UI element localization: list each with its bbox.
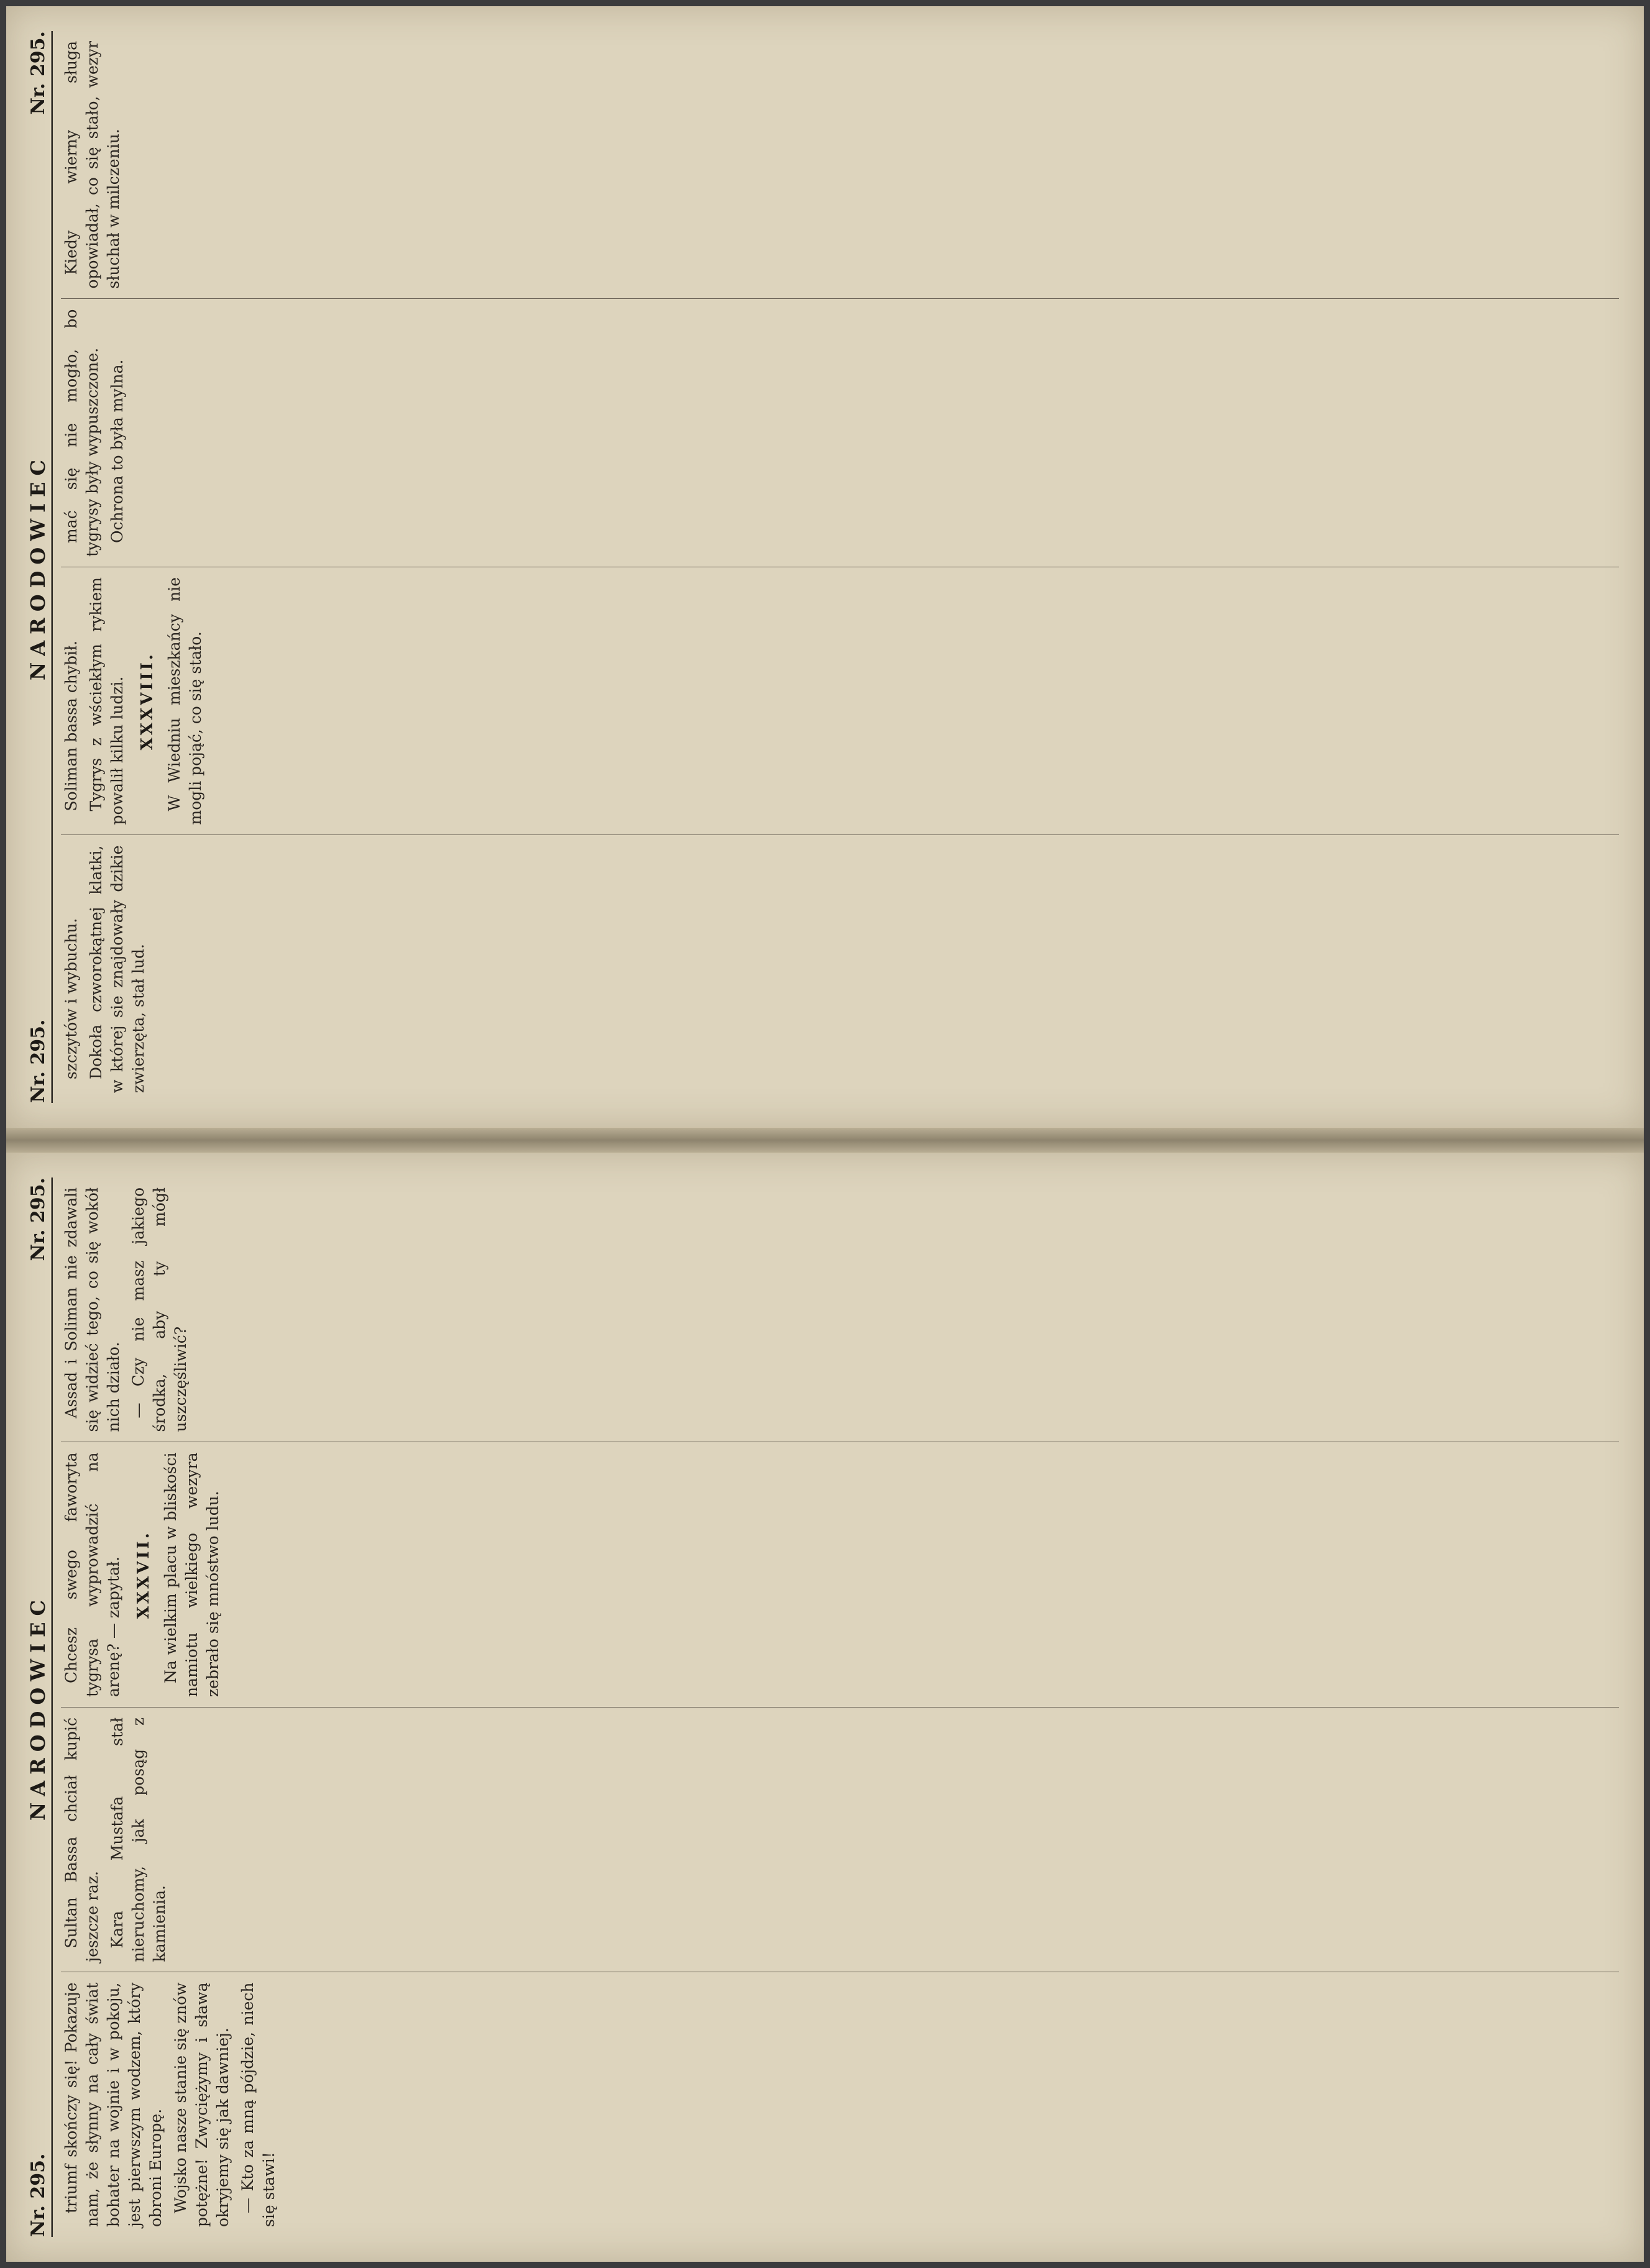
issue-number: Nr. 295.	[27, 1177, 49, 1261]
paragraph: mać się nie mogło, bo tygrysy były wypuszczone.	[62, 309, 101, 557]
page-header	[24, 1177, 53, 2237]
paragraph: Tygrys z wściekłym rykiem powalił kilku ludzi.	[87, 577, 126, 825]
paragraph: Dokoła czworokątnej klatki, w której sie znajdowały dzikie zwierzęta, stał lud.	[87, 845, 147, 1093]
paragraph: szczytów i wybuchu.	[62, 918, 80, 1079]
issue-number: Nr. 295.	[27, 2153, 49, 2237]
paragraph: — Czy nie masz jakiego środka, aby ty mógł uszczęśliwić?	[129, 1187, 190, 1432]
left-page	[6, 1153, 1644, 2262]
text-column	[61, 31, 1619, 299]
paragraph: Wojsko nasze stanie się znów potężne! Zwyciężymy i sławą okryjemy się jak dawniej.	[172, 1982, 232, 2227]
paragraph: triumf skończy się! Pokazuje nam, że słynny na cały świat bohater na wojnie i w pokoju, jest pierwszym wodzem, który obroni Europę.	[62, 1982, 165, 2227]
paragraph: Ochrona to była mylna.	[108, 359, 126, 543]
paragraph: Assad i Soliman nie zdawali się widzieć tego, co się wokół nich działo.	[62, 1187, 122, 1432]
newspaper-title: NARODOWIEC	[26, 454, 50, 680]
paragraph: Sultan Bassa chciał kupić jeszcze raz.	[62, 1717, 101, 1962]
text-column	[61, 567, 1619, 835]
paragraph: Soliman bassa chybił.	[62, 640, 80, 812]
page-header	[24, 31, 53, 1103]
text-column	[61, 299, 1619, 567]
page-gutter	[6, 1128, 1644, 1153]
issue-number: Nr. 295.	[27, 1019, 49, 1103]
right-page	[6, 6, 1644, 1128]
chapter-heading: XXXVII.	[134, 1530, 153, 1619]
text-column	[61, 1972, 1619, 2238]
text-column	[61, 1442, 1619, 1708]
issue-number: Nr. 295.	[27, 31, 49, 115]
text-columns	[61, 1177, 1619, 2237]
paragraph: W Wiedniu mieszkańcy nie mogli pojąć, co się stało.	[165, 577, 204, 825]
chapter-heading: XXXVIII.	[138, 652, 157, 751]
paragraph: Na wielkim placu w bliskości namiotu wielkiego wezyra zebrało się mnóstwo ludu.	[162, 1452, 222, 1697]
text-column	[61, 1707, 1619, 1972]
text-columns	[61, 31, 1619, 1103]
paragraph: Kiedy wierny sługa opowiadał, co się stało, wezyr słuchał w milczeniu.	[62, 41, 122, 289]
paragraph: Chcesz swego faworyta tygrysa wyprowadzić na arenę? — zapytał.	[62, 1452, 122, 1697]
text-column	[61, 1177, 1619, 1442]
newspaper-title: NARODOWIEC	[26, 1594, 50, 1821]
text-column	[61, 835, 1619, 1104]
paragraph: — Kto za mną pójdzie, niech się stawi!	[239, 1982, 278, 2227]
paragraph: Kara Mustafa stał nieruchomy, jak posąg z kamienia.	[108, 1717, 168, 1962]
